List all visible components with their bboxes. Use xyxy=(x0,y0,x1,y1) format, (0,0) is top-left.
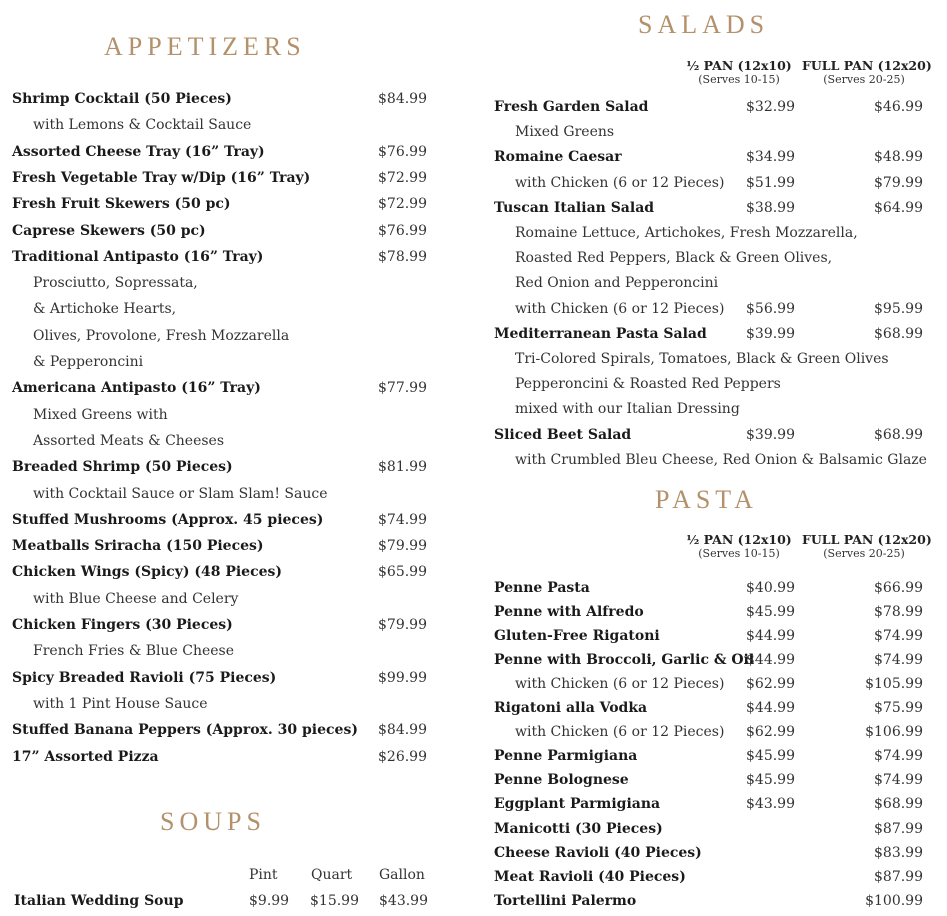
half-pan-price: $45.99 xyxy=(746,772,795,789)
half-pan-price: $43.99 xyxy=(746,796,795,813)
menu-item-name: Stuffed Mushrooms (Approx. 45 pieces) xyxy=(12,511,324,528)
menu-item-name: Stuffed Banana Peppers (Approx. 30 pieces) xyxy=(12,722,358,739)
menu-item-description: Red Onion and Pepperoncini xyxy=(515,275,719,292)
menu-item-description: Prosciutto, Sopressata, xyxy=(33,275,198,292)
salads-full-pan-label: FULL PAN (12x20) xyxy=(802,58,932,73)
half-pan-price: $38.99 xyxy=(746,199,795,216)
full-pan-price: $48.99 xyxy=(874,149,923,166)
menu-item-description: Olives, Provolone, Fresh Mozzarella xyxy=(33,327,290,344)
pasta-half-pan-serves: (Serves 10-15) xyxy=(698,547,780,560)
full-pan-price: $74.99 xyxy=(874,652,923,669)
menu-item-price: $77.99 xyxy=(378,380,427,397)
menu-item-name: Rigatoni alla Vodka xyxy=(494,700,648,717)
soup-price: $43.99 xyxy=(379,893,428,909)
soups-col-gallon: Gallon xyxy=(379,867,425,883)
salads-half-pan-header xyxy=(682,58,796,86)
half-pan-price: $51.99 xyxy=(746,174,795,191)
menu-item-name: Meatballs Sriracha (150 Pieces) xyxy=(12,538,264,555)
menu-item-name: Fresh Vegetable Tray w/Dip (16” Tray) xyxy=(12,169,311,186)
menu-item-name: Breaded Shrimp (50 Pieces) xyxy=(12,459,233,476)
menu-item-price: $72.99 xyxy=(378,196,427,213)
menu-item-name: Sliced Beet Salad xyxy=(494,426,632,443)
full-pan-price: $74.99 xyxy=(874,748,923,765)
salads-half-pan-label: ½ PAN (12x10) xyxy=(686,58,792,73)
half-pan-price: $45.99 xyxy=(746,748,795,765)
full-pan-price: $68.99 xyxy=(874,426,923,443)
menu-item-name: Chicken Fingers (30 Pieces) xyxy=(12,617,233,633)
full-pan-price: $87.99 xyxy=(874,820,923,837)
menu-item-description: with Chicken (6 or 12 Pieces) xyxy=(515,676,725,693)
full-pan-price: $106.99 xyxy=(865,724,923,741)
half-pan-price: $45.99 xyxy=(746,604,795,621)
menu-item-name: Assorted Cheese Tray (16” Tray) xyxy=(12,143,265,160)
appetizers-heading: APPETIZERS xyxy=(104,32,306,61)
menu-item-description: with Chicken (6 or 12 Pieces) xyxy=(515,724,725,741)
full-pan-price: $83.99 xyxy=(874,844,923,861)
menu-item-name: Caprese Skewers (50 pc) xyxy=(12,222,206,239)
half-pan-price: $56.99 xyxy=(746,300,795,317)
full-pan-price: $74.99 xyxy=(874,772,923,789)
full-pan-price: $66.99 xyxy=(874,580,923,596)
pasta-full-pan-header xyxy=(802,532,932,560)
menu-item-description: Roasted Red Peppers, Black & Green Olives, xyxy=(515,250,833,267)
menu-item-name: Fresh Fruit Skewers (50 pc) xyxy=(12,196,231,213)
menu-item-description: with Crumbled Bleu Cheese, Red Onion & Balsamic Glaze xyxy=(515,451,927,468)
half-pan-price: $62.99 xyxy=(746,724,795,741)
menu-item-description: Tri-Colored Spirals, Tomatoes, Black & Green Olives xyxy=(515,351,889,367)
menu-item-price: $76.99 xyxy=(378,143,427,160)
menu-item-description: mixed with our Italian Dressing xyxy=(515,401,740,418)
menu-item-description: Romaine Lettuce, Artichokes, Fresh Mozzarella, xyxy=(515,225,858,241)
soup-name: Italian Wedding Soup xyxy=(14,893,184,909)
menu-item-description: with Chicken (6 or 12 Pieces) xyxy=(515,300,725,317)
full-pan-price: $105.99 xyxy=(865,676,923,693)
menu-item-name: Penne Parmigiana xyxy=(494,748,638,765)
menu-item-name: Gluten-Free Rigatoni xyxy=(494,628,660,645)
menu-item-price: $79.99 xyxy=(378,617,427,633)
menu-item-description: Assorted Meats & Cheeses xyxy=(33,432,225,449)
full-pan-price: $68.99 xyxy=(874,325,923,342)
menu-item-name: Shrimp Cocktail (50 Pieces) xyxy=(12,91,232,107)
pasta-half-pan-header xyxy=(682,532,796,560)
menu-item-name: Fresh Garden Salad xyxy=(494,99,649,115)
soups-col-quart: Quart xyxy=(311,867,353,883)
menu-item-description: with Blue Cheese and Celery xyxy=(33,590,239,607)
salads-heading: SALADS xyxy=(638,10,770,39)
menu-item-name: Spicy Breaded Ravioli (75 Pieces) xyxy=(12,669,277,686)
menu-item-price: $26.99 xyxy=(378,748,427,765)
half-pan-price: $34.99 xyxy=(746,149,795,166)
menu-item-name: 17” Assorted Pizza xyxy=(12,748,159,765)
menu-item-name: Cheese Ravioli (40 Pieces) xyxy=(494,844,702,861)
menu-item-description: Mixed Greens xyxy=(515,124,615,141)
half-pan-price: $44.99 xyxy=(746,700,795,717)
full-pan-price: $46.99 xyxy=(874,99,923,115)
full-pan-price: $68.99 xyxy=(874,796,923,813)
full-pan-price: $64.99 xyxy=(874,199,923,216)
pasta-full-pan-label: FULL PAN (12x20) xyxy=(802,532,932,547)
menu-item-name: Chicken Wings (Spicy) (48 Pieces) xyxy=(12,564,283,581)
full-pan-price: $75.99 xyxy=(874,700,923,717)
full-pan-price: $100.99 xyxy=(865,892,923,909)
half-pan-price: $39.99 xyxy=(746,325,795,342)
half-pan-price: $40.99 xyxy=(746,580,795,596)
menu-item-description: Pepperoncini & Roasted Red Peppers xyxy=(515,376,781,393)
half-pan-price: $62.99 xyxy=(746,676,795,693)
salads-half-pan-serves: (Serves 10-15) xyxy=(698,73,780,86)
menu-item-description: with 1 Pint House Sauce xyxy=(33,695,208,712)
half-pan-price: $32.99 xyxy=(746,99,795,115)
menu-item-name: Penne Bolognese xyxy=(494,772,629,789)
menu-item-name: Romaine Caesar xyxy=(494,149,622,166)
menu-item-price: $84.99 xyxy=(378,722,427,739)
half-pan-price: $44.99 xyxy=(746,628,795,645)
menu-item-description: Mixed Greens with xyxy=(33,406,168,423)
menu-item-description: & Pepperoncini xyxy=(33,354,144,370)
full-pan-price: $78.99 xyxy=(874,604,923,621)
half-pan-price: $44.99 xyxy=(746,652,795,669)
menu-item-price: $99.99 xyxy=(378,669,427,686)
soups-col-pint: Pint xyxy=(249,867,278,883)
menu-item-name: Meat Ravioli (40 Pieces) xyxy=(494,868,686,885)
menu-item-description: & Artichoke Hearts, xyxy=(33,301,177,318)
menu-item-description: with Cocktail Sauce or Slam Slam! Sauce xyxy=(33,485,328,502)
menu-item-name: Americana Antipasto (16” Tray) xyxy=(12,380,261,397)
full-pan-price: $79.99 xyxy=(874,174,923,191)
pasta-heading: PASTA xyxy=(655,485,758,514)
salads-full-pan-header xyxy=(802,58,932,86)
menu-item-name: Penne with Alfredo xyxy=(494,604,644,621)
menu-item-name: Tuscan Italian Salad xyxy=(494,199,655,216)
soups-heading: SOUPS xyxy=(160,807,266,836)
soup-price: $15.99 xyxy=(310,893,359,909)
full-pan-price: $74.99 xyxy=(874,628,923,645)
full-pan-price: $87.99 xyxy=(874,868,923,885)
menu-item-name: Eggplant Parmigiana xyxy=(494,796,661,813)
menu-item-name: Mediterranean Pasta Salad xyxy=(494,325,707,342)
menu-item-name: Penne with Broccoli, Garlic & Oil xyxy=(494,652,755,669)
menu-item-price: $78.99 xyxy=(378,248,427,265)
menu-item-price: $76.99 xyxy=(378,222,427,239)
half-pan-price: $39.99 xyxy=(746,426,795,443)
pasta-full-pan-serves: (Serves 20-25) xyxy=(823,547,905,560)
menu-item-price: $79.99 xyxy=(378,538,427,555)
menu-item-description: with Chicken (6 or 12 Pieces) xyxy=(515,174,725,191)
salads-full-pan-serves: (Serves 20-25) xyxy=(823,73,905,86)
pasta-half-pan-label: ½ PAN (12x10) xyxy=(686,532,792,547)
menu-item-price: $65.99 xyxy=(378,564,427,581)
menu-item-description: with Lemons & Cocktail Sauce xyxy=(33,117,252,134)
menu-item-price: $81.99 xyxy=(378,459,427,476)
menu-item-name: Penne Pasta xyxy=(494,580,590,596)
soup-price: $9.99 xyxy=(249,893,290,909)
menu-item-price: $84.99 xyxy=(378,91,427,107)
full-pan-price: $95.99 xyxy=(874,300,923,317)
menu-item-price: $72.99 xyxy=(378,169,427,186)
menu-item-price: $74.99 xyxy=(378,511,427,528)
menu-item-name: Manicotti (30 Pieces) xyxy=(494,820,663,837)
menu-item-name: Traditional Antipasto (16” Tray) xyxy=(12,248,264,265)
menu-item-name: Tortellini Palermo xyxy=(494,892,637,909)
menu-item-description: French Fries & Blue Cheese xyxy=(33,643,235,660)
